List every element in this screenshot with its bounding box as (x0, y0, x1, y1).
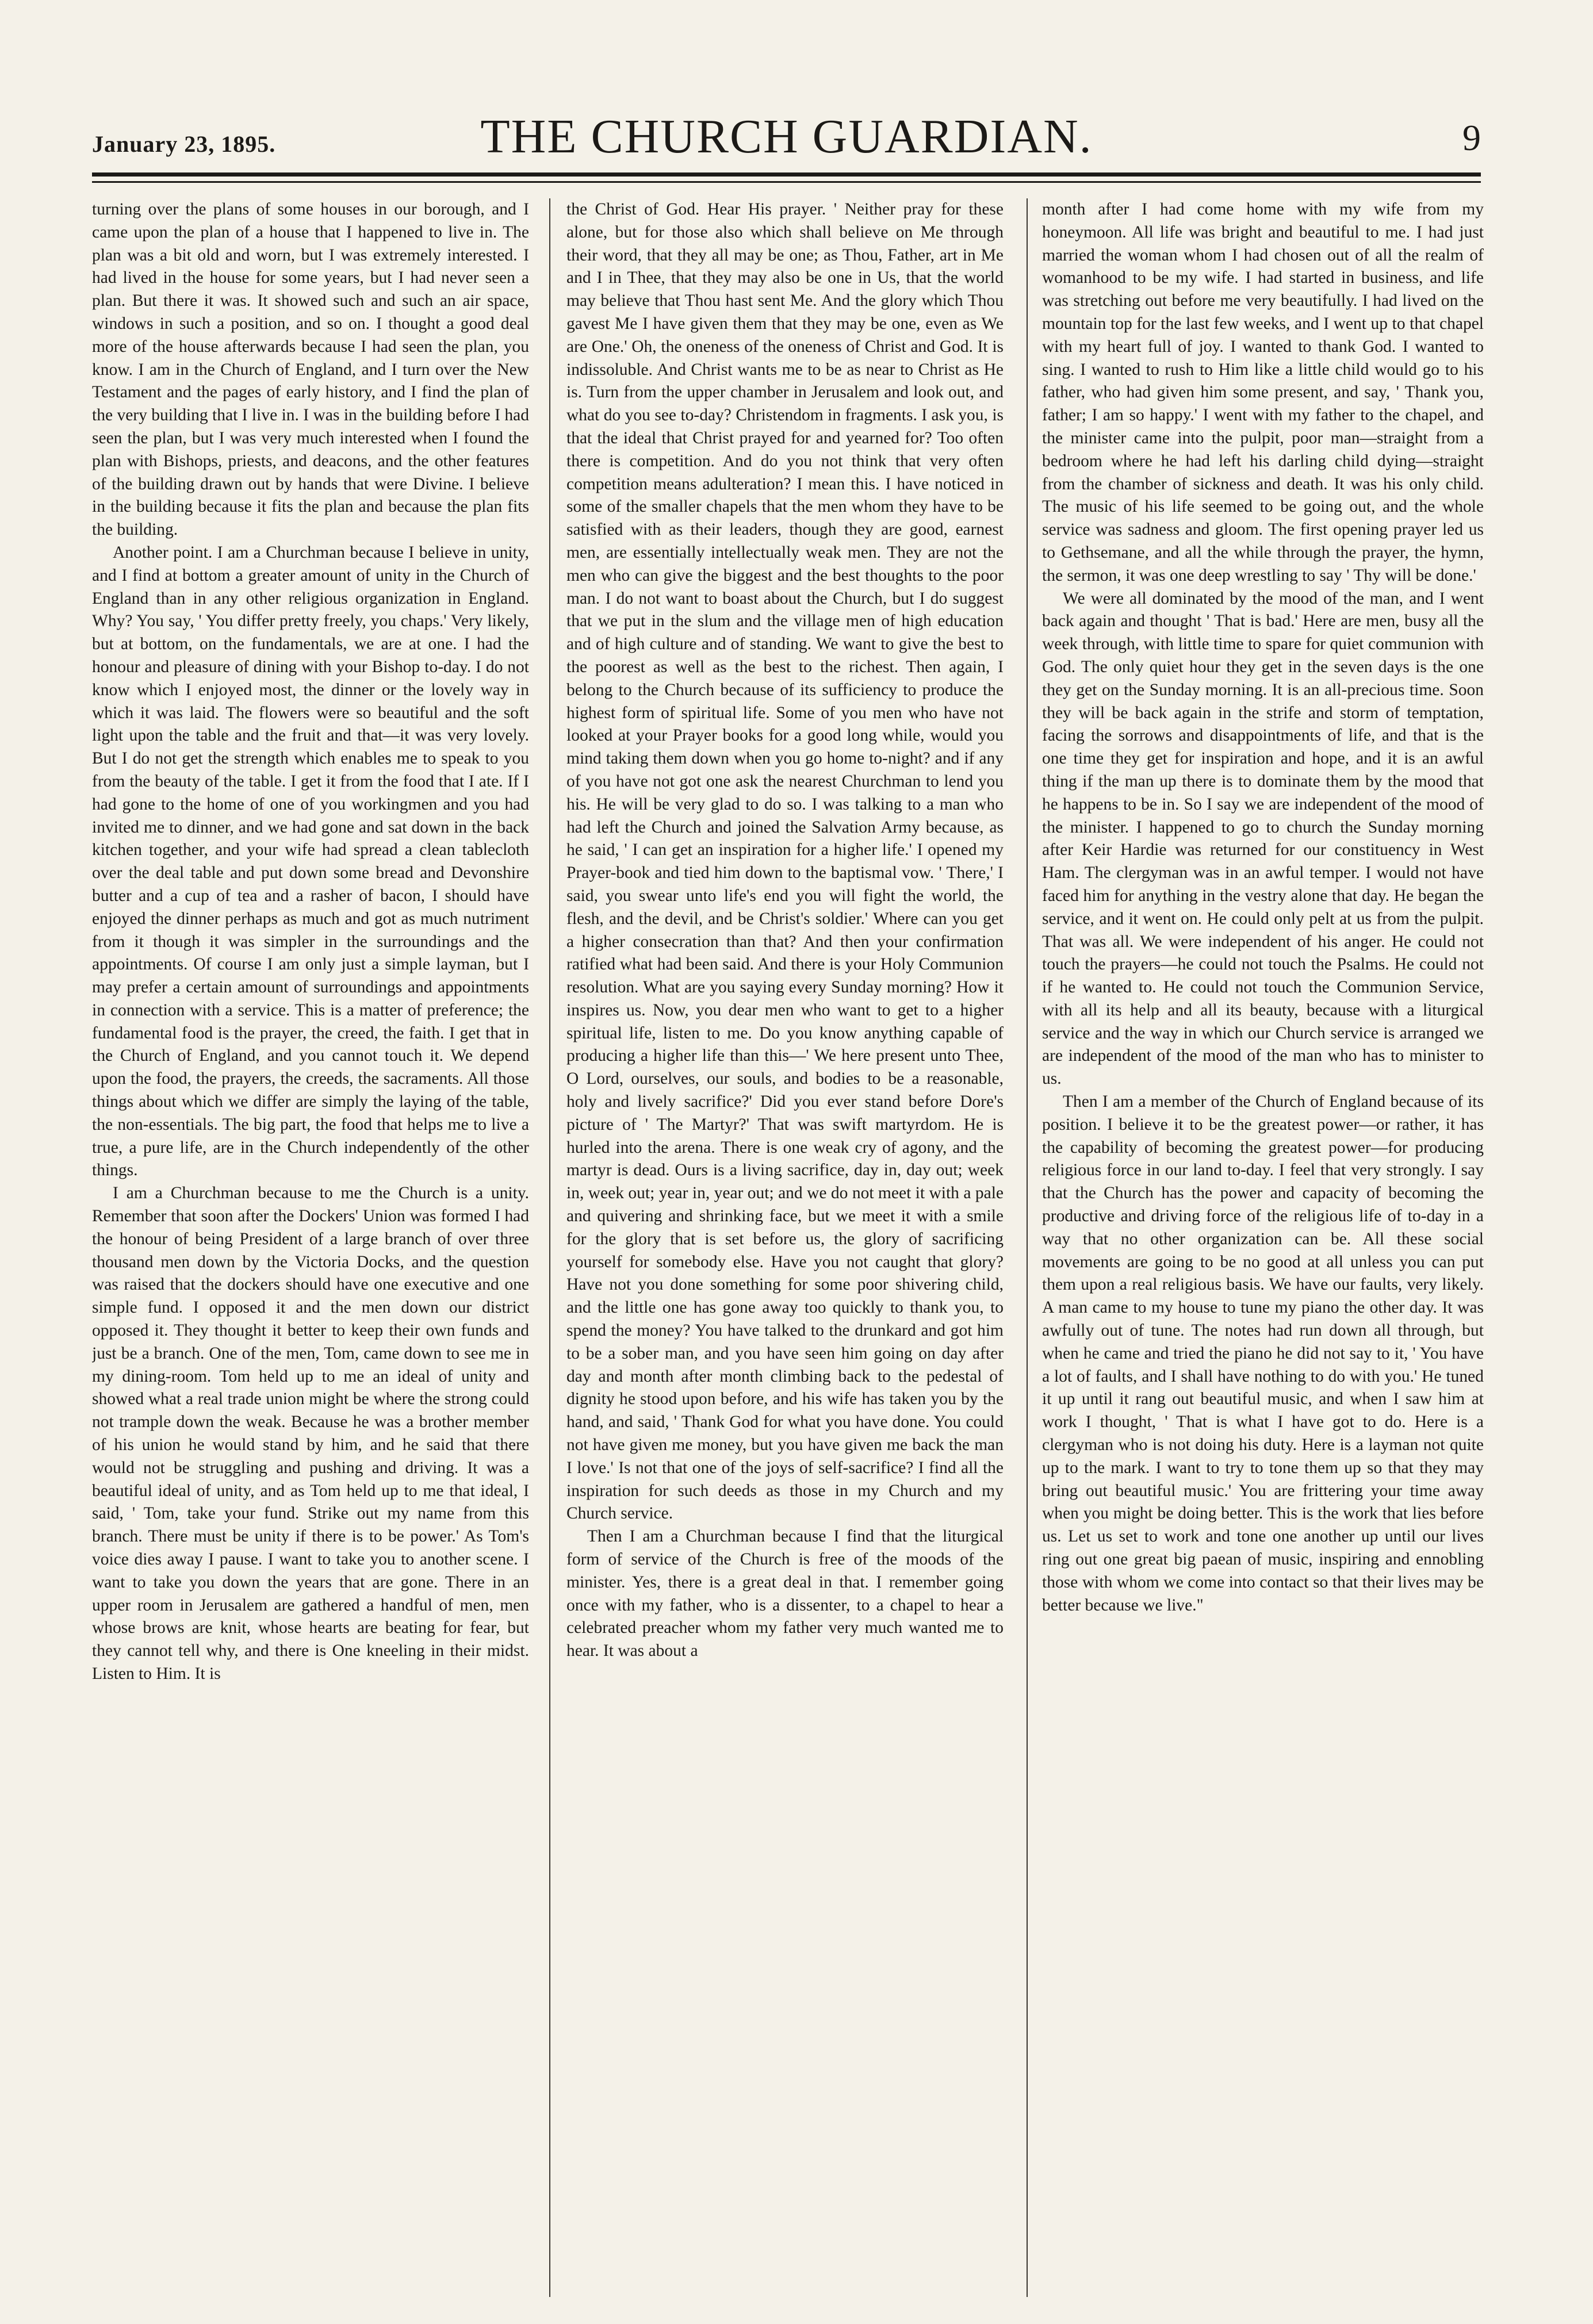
paragraph: turning over the plans of some houses in our borough, and I came upon the plan of a house that I happened to live in. The plan was a bit old and worn, but I was extremely interested. I had lived in the house for some years, but I had never seen a plan. But there it was. It showed such and such an air space, windows in such a position, and so on. I thought a good deal more of the house afterwards because I had seen the plan, you know. I am in the Church of England, and I turn over the New Testament and the pages of early history, and I find the plan of the very building that I live in. I was in the building before I had seen the plan, but I was very much interested when I found the plan with Bishops, priests, and deacons, and the other features of the building drawn out by hands that were Divine. I believe in the building because it fits the plan and because the plan fits the building. (92, 200, 529, 539)
page-header (92, 106, 1481, 170)
header-rule-thin (92, 181, 1481, 183)
article-column-2 (566, 198, 1004, 2297)
paragraph: the Christ of God. Hear His prayer. ' Neither pray for these alone, but for those also which shall believe on Me through their word, that they all may be one; as Thou, Father, art in Me and I in Thee, that they may also be one in Us, that the world may believe that Thou hast sent Me. And the glory which Thou gavest Me I have given them that they may be one, even as We are One.' Oh, the oneness of the oneness of Christ and God. It is indissoluble. And Christ wants me to be as near to Christ as He is. Turn from the upper chamber in Jerusalem and look out, and what do you see to-day? Christendom in fragments. I ask you, is that the ideal that Christ prayed for and yearned for? Too often there is competition. And do you not think that very often competition means adulteration? I mean this. I have noticed in some of the smaller chapels that the men whom they have to be satisfied with as their leaders, though they are good, earnest men, are essentially intellectually weak men. They are not the men who can give the biggest and the best thoughts to the poor man. I do not want to boast about the Church, but I do suggest that we put in the slum and the village men of high education and of high culture and of standing. We want to give the best to the poorest as well as the best to the richest. Then again, I belong to the Church because of its sufficiency to produce the highest form of spiritual life. Some of you men who have not looked at your Prayer books for a good long while, would you mind taking them down when you go home to-night? and if any of you have not got one ask the nearest Churchman to lend you his. He will be very glad to do so. I was talking to a man who had left the Church and joined the Salvation Army because, as he said, ' I can get an inspiration for a higher life.' I opened my Prayer-book and tied him down to the baptismal vow. ' There,' I said, you swear unto life's end you will fight the world, the flesh, and the devil, and be Christ's soldier.' Where can you get a higher consecration than that? And then your confirmation ratified what had been said. And there is your Holy Communion resolution. What are you saying every Sunday morning? How it inspires us. Now, you dear men who want to get to a higher spiritual life, listen to me. Do you know anything capable of producing a higher life than this—' We here present unto Thee, O Lord, ourselves, our souls, and bodies to be a reasonable, holy and lively sacrifice?' Did you ever stand before Dore's picture of ' The Martyr?' That was swift martyrdom. He is hurled into the arena. There is one weak cry of agony, and the martyr is dead. Ours is a living sacrifice, day in, day out; week in, week out; year in, year out; and we do not meet it with a pale and quivering and shrinking face, but we meet it with a smile for the glory that is set before us, the glory of sacrificing yourself for somebody else. Have you not caught that glory? Have not you done something for some poor shivering child, and the little one has gone away too quickly to thank you, to spend the money? You have talked to the drunkard and got him to be a sober man, and you have seen him going on day after day and month after month climbing back to the pedestal of dignity he stood upon before, and his wife has taken you by the hand, and said, ' Thank God for what you have done. You could not have given me money, but you have given me back the man I love.' Is not that one of the joys of self-sacrifice? I find all the inspiration for such deeds as those in my Church and my Church service. (566, 200, 1004, 1523)
column-divider (1027, 198, 1028, 2297)
header-rule-thick (92, 172, 1481, 177)
paragraph: I am a Churchman because to me the Church is a unity. Remember that soon after the Dockers' Union was formed I had the honour of being President of a large branch of over three thousand men down by the Victoria Docks, and the question was raised that the dockers should have one executive and one simple fund. I opposed it and the men down our district opposed it. They thought it better to keep their own funds and just be a branch. One of the men, Tom, came down to see me in my dining-room. Tom held up to me an ideal of unity and showed what a real trade union might be where the strong could not trample down the weak. Because he was a brother member of his union he would stand by him, and he said that there would not be struggling and pushing and driving. It was a beautiful ideal of unity, and as Tom held up to me that ideal, I said, ' Tom, take your fund. Strike out my name from this branch. There must be unity if there is to be power.' As Tom's voice dies away I pause. I want to take you to another scene. I want to take you down the years that are gone. There in an upper room in Jerusalem are gathered a handful of men, men whose brows are knit, whose hearts are beating for fear, but they cannot tell why, and there is One kneeling in their midst. Listen to Him. It is (92, 1184, 529, 1683)
issue-date: January 23, 1895. (92, 131, 276, 157)
paragraph: We were all dominated by the mood of the man, and I went back again and thought ' That is bad.' Here are men, busy all the week through, with little time to spare for quiet communion with God. The only quiet hour they get in the seven days is the one they get on the Sunday morning. It is an all-precious time. Soon they will be back again in the strife and storm of temptation, facing the sorrows and disappointments of life, and that is the one time they get for inspiration and hope, and it is an awful thing if the man up there is to dominate them by the mood that he happens to be in. So I say we are independent of the mood of the minister. I happened to go to church the Sunday morning after Keir Hardie was returned for our constituency in West Ham. The clergyman was in an awful temper. I would not have faced him for anything in the vestry alone that day. He began the service, and it went on. He could only pelt at us from the pulpit. That was all. We were independent of his anger. He could not touch the prayers—he could not touch the Psalms. He could not if he wanted to. He could not touch the Communion Service, with all its help and all its beauty, because with a liturgical service and the way in which our Church service is arranged we are independent of the mood of the man who has to minister to us. (1042, 589, 1484, 1088)
column-divider (549, 198, 550, 2297)
page-number: 9 (1462, 117, 1481, 158)
article-column-3 (1042, 198, 1484, 2297)
masthead-title: THE CHURCH GUARDIAN. (480, 110, 1093, 163)
article-column-1 (92, 198, 529, 2297)
paragraph: Then I am a member of the Church of England because of its position. I believe it to be the greatest power—or rather, it has the capability of becoming the greatest power—for producing religious force in our land to-day. I feel that very strongly. I say that the Church has the power and capacity of becoming the productive and driving force of the religious life of to-day in a way that no other organization can be. All these social movements are going to be no good at all unless you can put them upon a real religious basis. We have our faults, very likely. A man came to my house to tune my piano the other day. It was awfully out of tune. The notes had run down all through, but when he came and tried the piano he did not say to it, ' You have a lot of faults, and I shall have nothing to do with you.' He tuned it up until it rang out beautiful music, and when I saw him at work I thought, ' That is what I have got to do. Here is a clergyman who is not doing his duty. Here is a layman not quite up to the mark. I want to try to tone them up so that they may bring out beautiful music.' You are frittering your time away when you might be doing better. This is the work that lies before us. Let us set to work and tone one another up until our lives ring out one great big paean of music, inspiring and ennobling those with whom we come into contact so that their lives may be better because we live." (1042, 1092, 1484, 1614)
paragraph: Then I am a Churchman because I find that the liturgical form of service of the Church is free of the moods of the minister. Yes, there is a great deal in that. I remember going once with my father, who is a dissenter, to a chapel to hear a celebrated preacher whom my father very much wanted me to hear. It was about a (566, 1527, 1004, 1660)
paragraph: month after I had come home with my wife from my honeymoon. All life was bright and beautiful to me. I had just married the woman whom I had chosen out of all the realm of womanhood to be my wife. I had started in business, and life was stretching out before me very beautifully. I had lived on the mountain top for the last few weeks, and I went up to that chapel with my heart full of joy. I wanted to thank God. I wanted to sing. I wanted to rush to Him like a little child would go to his father, who had given him some present, and say, ' Thank you, father; I am so happy.' I went with my father to the chapel, and the minister came into the pulpit, poor man—straight from a bedroom where he had left his darling child dying—straight from the chamber of sickness and death. It was his only child. The music of his life seemed to be going out, and the whole service was sadness and gloom. The first opening prayer led us to Gethsemane, and all the while through the prayer, the hymn, the sermon, it was one deep wrestling to say ' Thy will be done.' (1042, 200, 1484, 585)
paragraph: Another point. I am a Churchman because I believe in unity, and I find at bottom a greater amount of unity in the Church of England than in any other religious organization in England. Why? You say, ' You differ pretty freely, you chaps.' Very likely, but at bottom, on the fundamentals, we are at one. I had the honour and pleasure of dining with your Bishop to-day. I do not know which I enjoyed most, the dinner or the lovely way in which it was laid. The flowers were so beautiful and the soft light upon the table and the fruit and that—it was very lovely. But I do not get the strength which enables me to speak to you from the beauty of the table. I get it from the food that I ate. If I had gone to the home of one of you workingmen and you had invited me to dinner, and we had gone and sat down in the back kitchen together, and your wife had spread a clean tablecloth over the deal table and put down some bread and Devonshire butter and a cup of tea and a rasher of bacon, I should have enjoyed the dinner perhaps as much and got as much nutriment from it though it was simpler in the surroundings and the appointments. Of course I am only just a simple layman, but I may prefer a certain amount of surroundings and appointments in connection with a service. This is a matter of preference; the fundamental food is the prayer, the creed, the faith. I get that in the Church of England, and you cannot touch it. We depend upon the food, the prayers, the creeds, the sacraments. All those things about which we differ are simply the laying of the table, the non-essentials. The big part, the food that helps me to live a true, a pure life, are in the Church independently of the other things. (92, 543, 529, 1180)
